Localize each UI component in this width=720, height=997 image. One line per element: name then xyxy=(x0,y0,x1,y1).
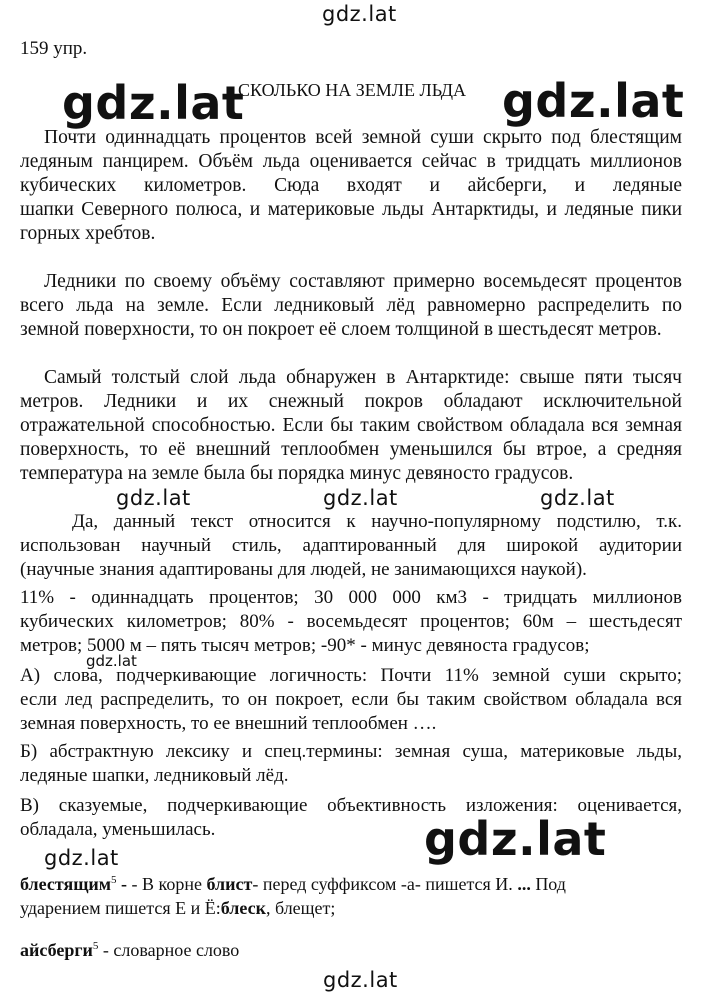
analysis-line-a3: земная поверхность, то ее внешний теплообмен …. xyxy=(20,713,437,734)
p2-line-1: Ледники по своему объёму составляют примерно восемьдесят процентов xyxy=(44,271,682,292)
analysis-line-6: метров; 5000 м – пять тысяч метров; -90* - минус девяноста градусов; xyxy=(20,635,590,656)
p3-line-2: метров. Ледники и их снежный покров обладают исключительной xyxy=(20,391,682,412)
watermark-large-left: gdz.lat xyxy=(62,76,245,130)
note-root: блист xyxy=(206,874,253,894)
watermark-large-right: gdz.lat xyxy=(502,74,685,128)
note-text: , блещет; xyxy=(265,898,336,918)
note-text: - словарное слово xyxy=(98,940,240,960)
watermark-top: gdz.lat xyxy=(322,2,397,26)
exercise-label: 159 упр. xyxy=(20,38,88,59)
watermark-large-bottom: gdz.lat xyxy=(424,812,607,866)
analysis-line-2: использован научный стиль, адаптированный для широкой аудитории xyxy=(20,535,682,556)
note-text: - В корне xyxy=(127,874,207,894)
note-text: Под xyxy=(530,874,566,894)
p2-line-2: всего льда на земле. Если ледниковый лёд равномерно распределить по xyxy=(20,295,682,316)
p3-line-4: поверхность, то её внешний теплообмен уменьшился бы втрое, а средняя xyxy=(20,439,682,460)
note-blestyashchim: блестящим$^5$ - - В корне блист- перед суффиксом -а- пишется И. ... Под xyxy=(20,874,566,894)
note-aysbergi xyxy=(20,938,239,962)
note-text: - перед суффиксом -а- пишется И. xyxy=(252,874,518,894)
note-sup: 5 xyxy=(92,940,99,952)
note-word: блестящим xyxy=(20,874,112,894)
analysis-line-3: (научные знания адаптированы для людей, не занимающихся наукой). xyxy=(20,559,587,580)
analysis-line-4: 11% - одиннадцать процентов; 30 000 000 км3 - тридцать миллионов xyxy=(20,587,682,608)
analysis-line-c2: обладала, уменьшилась. xyxy=(20,819,216,840)
p1-line-2: ледяным панцирем. Объём льда оценивается сейчас в тридцать миллионов xyxy=(20,151,682,172)
note-sup: 5 xyxy=(111,874,117,886)
analysis-line-a1: А) слова, подчеркивающие логичность: Почти 11% земной суши скрыто; xyxy=(20,665,682,686)
p1-line-5: горных хребтов. xyxy=(20,223,156,244)
watermark-mid-center: gdz.lat xyxy=(323,486,398,510)
p3-line-3: отражательной способностью. Если бы таким свойством обладала вся земная xyxy=(20,415,682,436)
analysis-line-c1: В) сказуемые, подчеркивающие объективность изложения: оценивается, xyxy=(20,795,682,816)
note-text: ударением пишется Е и Ё: xyxy=(20,898,221,918)
p1-line-3: кубических километров. Сюда входят и айсберги, и ледяные xyxy=(20,175,682,196)
watermark-bottom-left: gdz.lat xyxy=(44,846,119,870)
p3-line-5: температура на земле была бы порядка минус девяносто градусов. xyxy=(20,463,574,484)
analysis-line-b1: Б) абстрактную лексику и спец.термины: земная суша, материковые льды, xyxy=(20,741,682,762)
watermark-mid-left: gdz.lat xyxy=(116,486,191,510)
page-title: СКОЛЬКО НА ЗЕМЛЕ ЛЬДА xyxy=(238,80,466,100)
watermark-tiny: gdz.lat xyxy=(86,652,137,670)
watermark-mid-right: gdz.lat xyxy=(540,486,615,510)
note-blestyashchim-line2 xyxy=(20,896,335,920)
note-example: блеск xyxy=(220,898,266,918)
p2-line-3: земной поверхности, то он покроет её слоем толщиной в шестьдесят метров. xyxy=(20,319,662,340)
watermark-bottom: gdz.lat xyxy=(323,968,398,992)
note-dots: ... xyxy=(517,874,531,894)
p1-line-1: Почти одиннадцать процентов всей земной суши скрыто под блестящим xyxy=(44,127,682,148)
analysis-line-1: Да, данный текст относится к научно-популярному подстилю, т.к. xyxy=(72,511,682,532)
analysis-line-a2: если лед распределить, то он покроет, если бы таким свойством обладала вся xyxy=(20,689,682,710)
analysis-line-5: кубических километров; 80% - восемьдесят процентов; 60м – шестьдесят xyxy=(20,611,682,632)
p3-line-1: Самый толстый слой льда обнаружен в Антарктиде: свыше пяти тысяч xyxy=(44,367,682,388)
note-word: айсберги xyxy=(20,940,93,960)
p1-line-4: шапки Северного полюса, и материковые льды Антарктиды, и ледяные пики xyxy=(20,199,682,220)
analysis-line-b2: ледяные шапки, ледниковый лёд. xyxy=(20,765,289,786)
